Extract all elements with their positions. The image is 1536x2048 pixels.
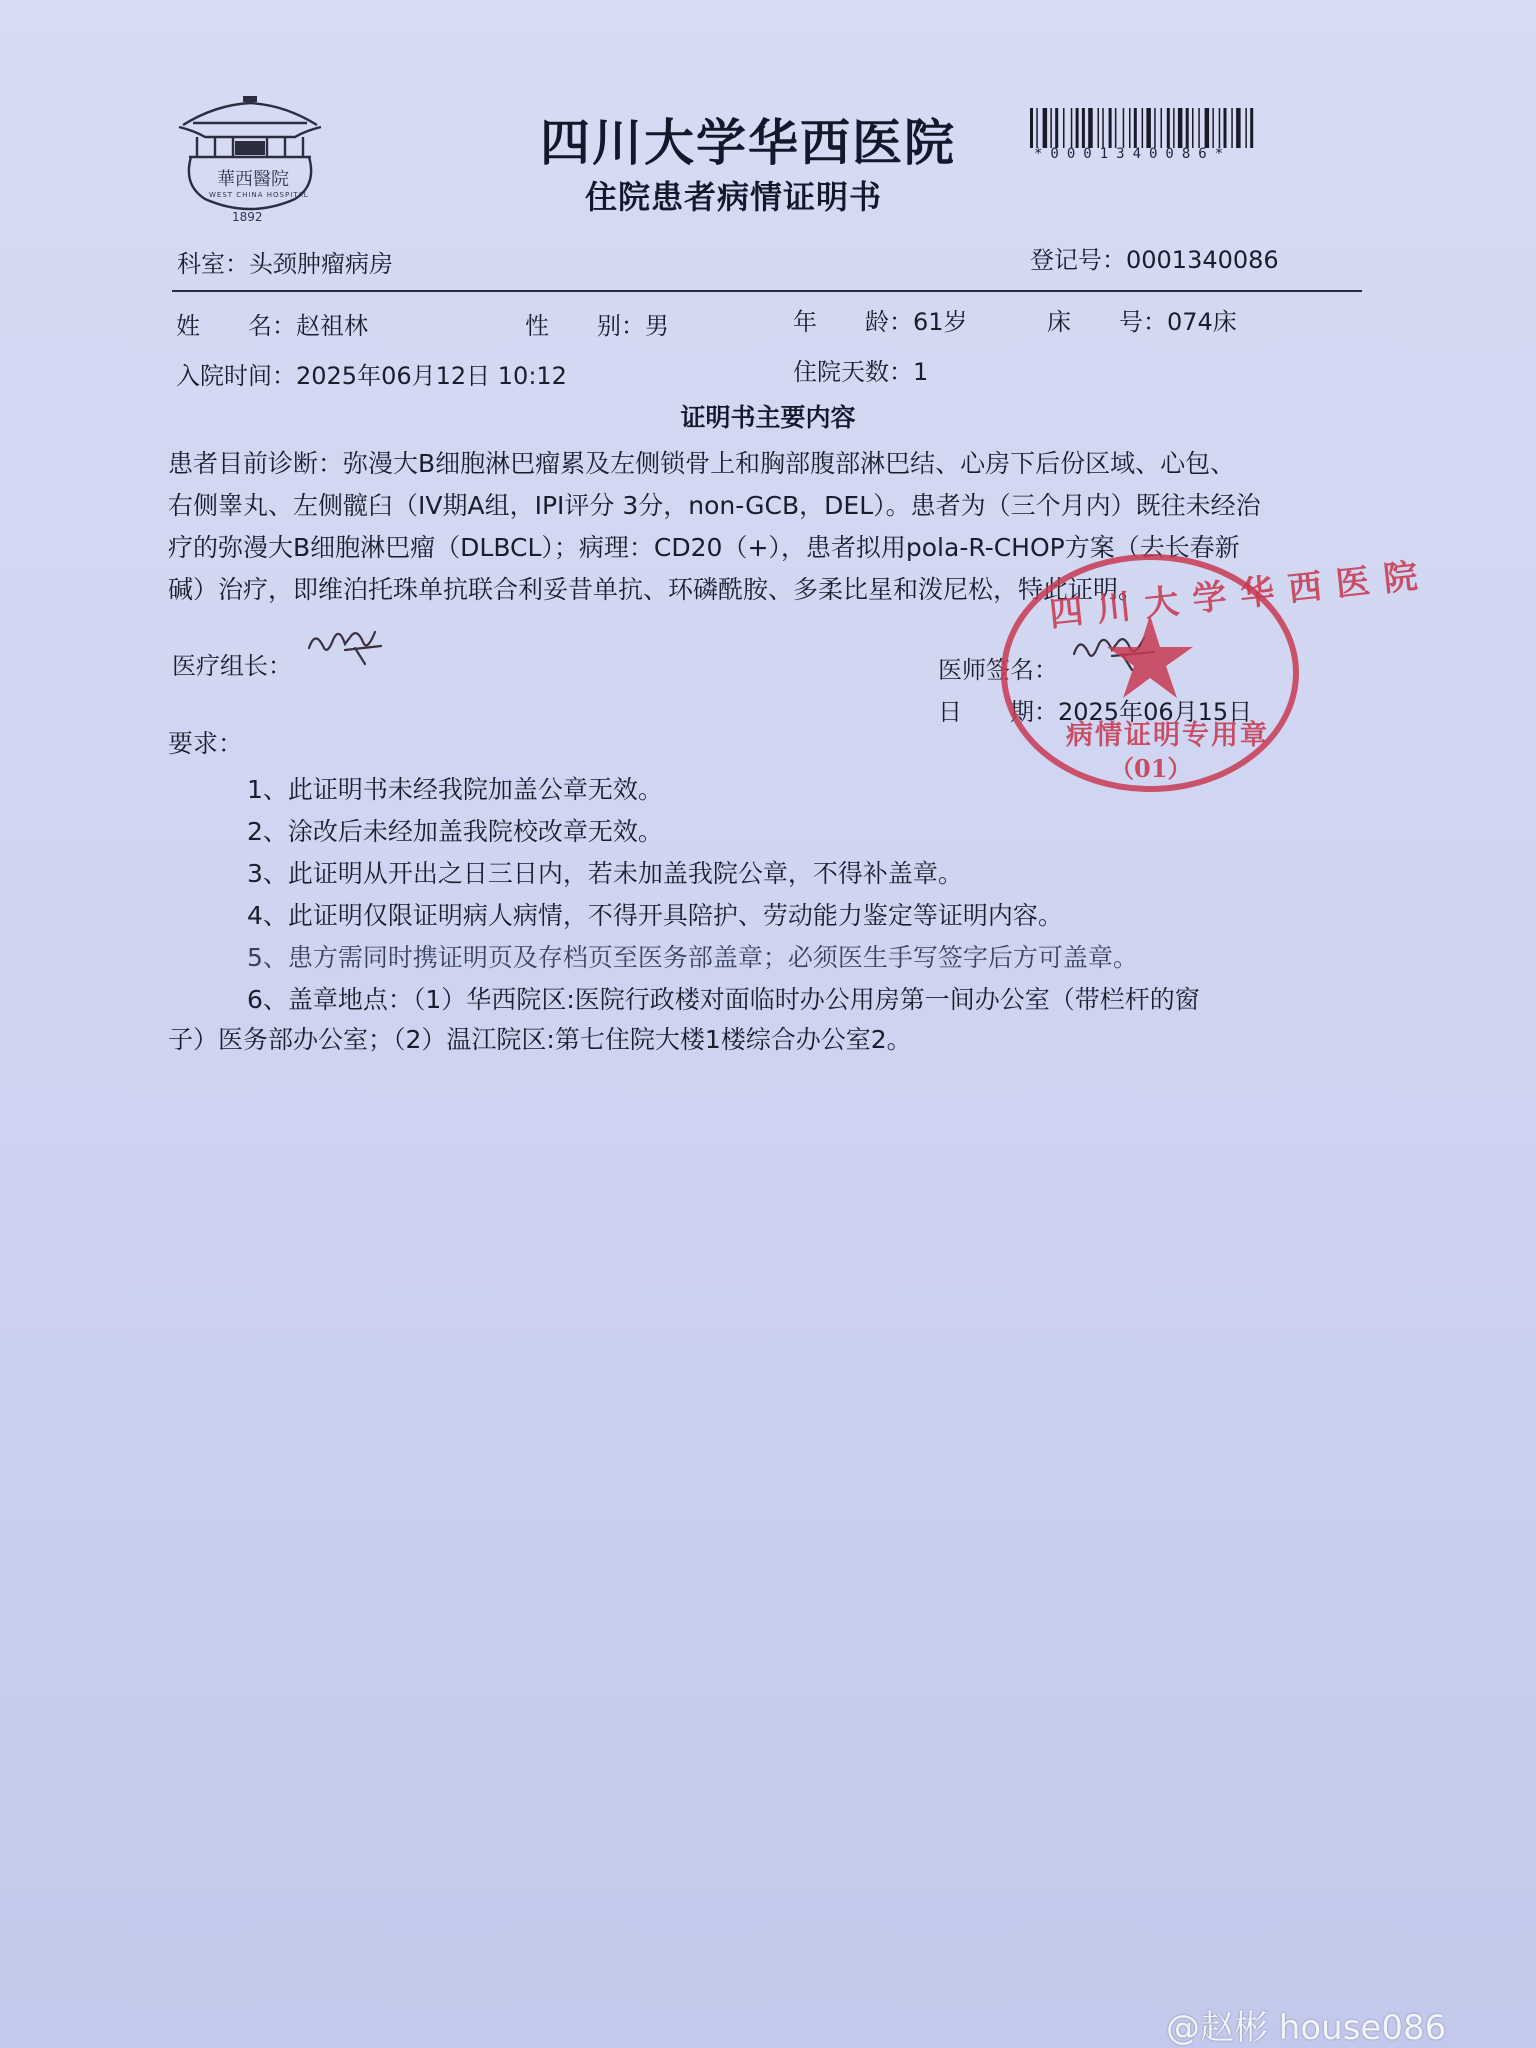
- hospital-days-label: 住院天数：: [793, 358, 913, 386]
- patient-bed-field: [1047, 302, 1237, 337]
- registration-label: 登记号：: [1030, 246, 1126, 274]
- patient-sex-value: 男: [645, 312, 669, 340]
- hospital-name: 四川大学华西医院: [540, 114, 956, 172]
- logo-year: 1892: [232, 210, 263, 224]
- patient-name-field: [176, 306, 368, 341]
- barcode: [1028, 108, 1328, 148]
- content-section-title: 证明书主要内容: [680, 403, 856, 432]
- barcode-number: *0001340086*: [1034, 146, 1232, 162]
- requirement-item: 6、盖章地点：（1）华西院区:医院行政楼对面临时办公用房第一间办公室（带栏杆的窗: [247, 985, 1200, 1014]
- diagnosis-line: 右侧睾丸、左侧髋臼（IV期A组，IPI评分 3分，non-GCB，DEL）。患者为（三个月内）既往未经治: [168, 491, 1261, 520]
- patient-sex-label: 性 别：: [525, 312, 645, 340]
- seal-center-text: 病情证明专用章: [1066, 720, 1269, 751]
- department-value: 头颈肿瘤病房: [249, 250, 393, 278]
- department-label: 科室：: [177, 250, 249, 278]
- patient-bed-value: 074床: [1167, 308, 1237, 336]
- doctor-signature-label: 医师签名：: [938, 656, 1058, 684]
- department-row: [177, 244, 393, 279]
- registration-row: [1030, 240, 1279, 275]
- watermark: @赵彬 house086: [1166, 2008, 1447, 2048]
- patient-name-value: 赵祖林: [296, 312, 368, 340]
- hospital-days-field: [793, 352, 928, 387]
- logo-calligraphy: 華西醫院: [217, 169, 289, 190]
- admission-time-field: [176, 356, 567, 391]
- admission-time-value: 2025年06月12日 10:12: [296, 362, 567, 390]
- header-divider: [172, 290, 1362, 292]
- patient-bed-label: 床 号：: [1047, 308, 1167, 336]
- official-seal: [1000, 553, 1434, 793]
- patient-age-field: [793, 302, 968, 337]
- requirement-item: 2、涂改后未经加盖我院校改章无效。: [247, 817, 663, 846]
- requirements-title: 要求：: [168, 729, 244, 758]
- seal-ring-text: 四川大学华西医院: [1047, 555, 1434, 635]
- logo-english-text: WEST CHINA HOSPITAL: [209, 191, 309, 199]
- admission-time-label: 入院时间：: [176, 362, 296, 390]
- team-leader-label: 医疗组长：: [172, 652, 292, 680]
- team-leader-signature: [305, 618, 385, 670]
- registration-value: 0001340086: [1126, 246, 1279, 274]
- diagnosis-line: 患者目前诊断：弥漫大B细胞淋巴瘤累及左侧锁骨上和胸部腹部淋巴结、心房下后份区域、心包、: [168, 449, 1236, 478]
- requirement-item: 1、此证明书未经我院加盖公章无效。: [247, 775, 663, 804]
- patient-age-value: 61岁: [913, 308, 968, 336]
- date-label: 日 期：: [938, 698, 1058, 726]
- document-title: 住院患者病情证明书: [585, 178, 883, 216]
- diagnosis-line: 碱）治疗，即维泊托珠单抗联合利妥昔单抗、环磷酰胺、多柔比星和泼尼松，特此证明。: [168, 575, 1144, 604]
- patient-sex-field: [525, 306, 669, 341]
- requirement-item: 5、患方需同时携证明页及存档页至医务部盖章；必须医生手写签字后方可盖章。: [247, 943, 1138, 972]
- requirement-item: 4、此证明仅限证明病人病情，不得开具陪护、劳动能力鉴定等证明内容。: [247, 901, 1063, 930]
- hospital-days-value: 1: [913, 358, 929, 386]
- requirement-item: 3、此证明从开出之日三日内，若未加盖我院公章，不得补盖章。: [247, 859, 963, 888]
- diagnosis-line: 疗的弥漫大B细胞淋巴瘤（DLBCL）；病理：CD20（+），患者拟用pola-R-CHOP方案（去长春新: [168, 533, 1240, 562]
- patient-age-label: 年 龄：: [793, 308, 913, 336]
- date-value: 2025年06月15日: [1058, 698, 1253, 726]
- patient-name-label: 姓 名：: [176, 312, 296, 340]
- seal-code: （01）: [1110, 754, 1192, 783]
- requirement-item-continuation: 子）医务部办公室；（2）温江院区:第七住院大楼1楼综合办公室2。: [168, 1025, 912, 1054]
